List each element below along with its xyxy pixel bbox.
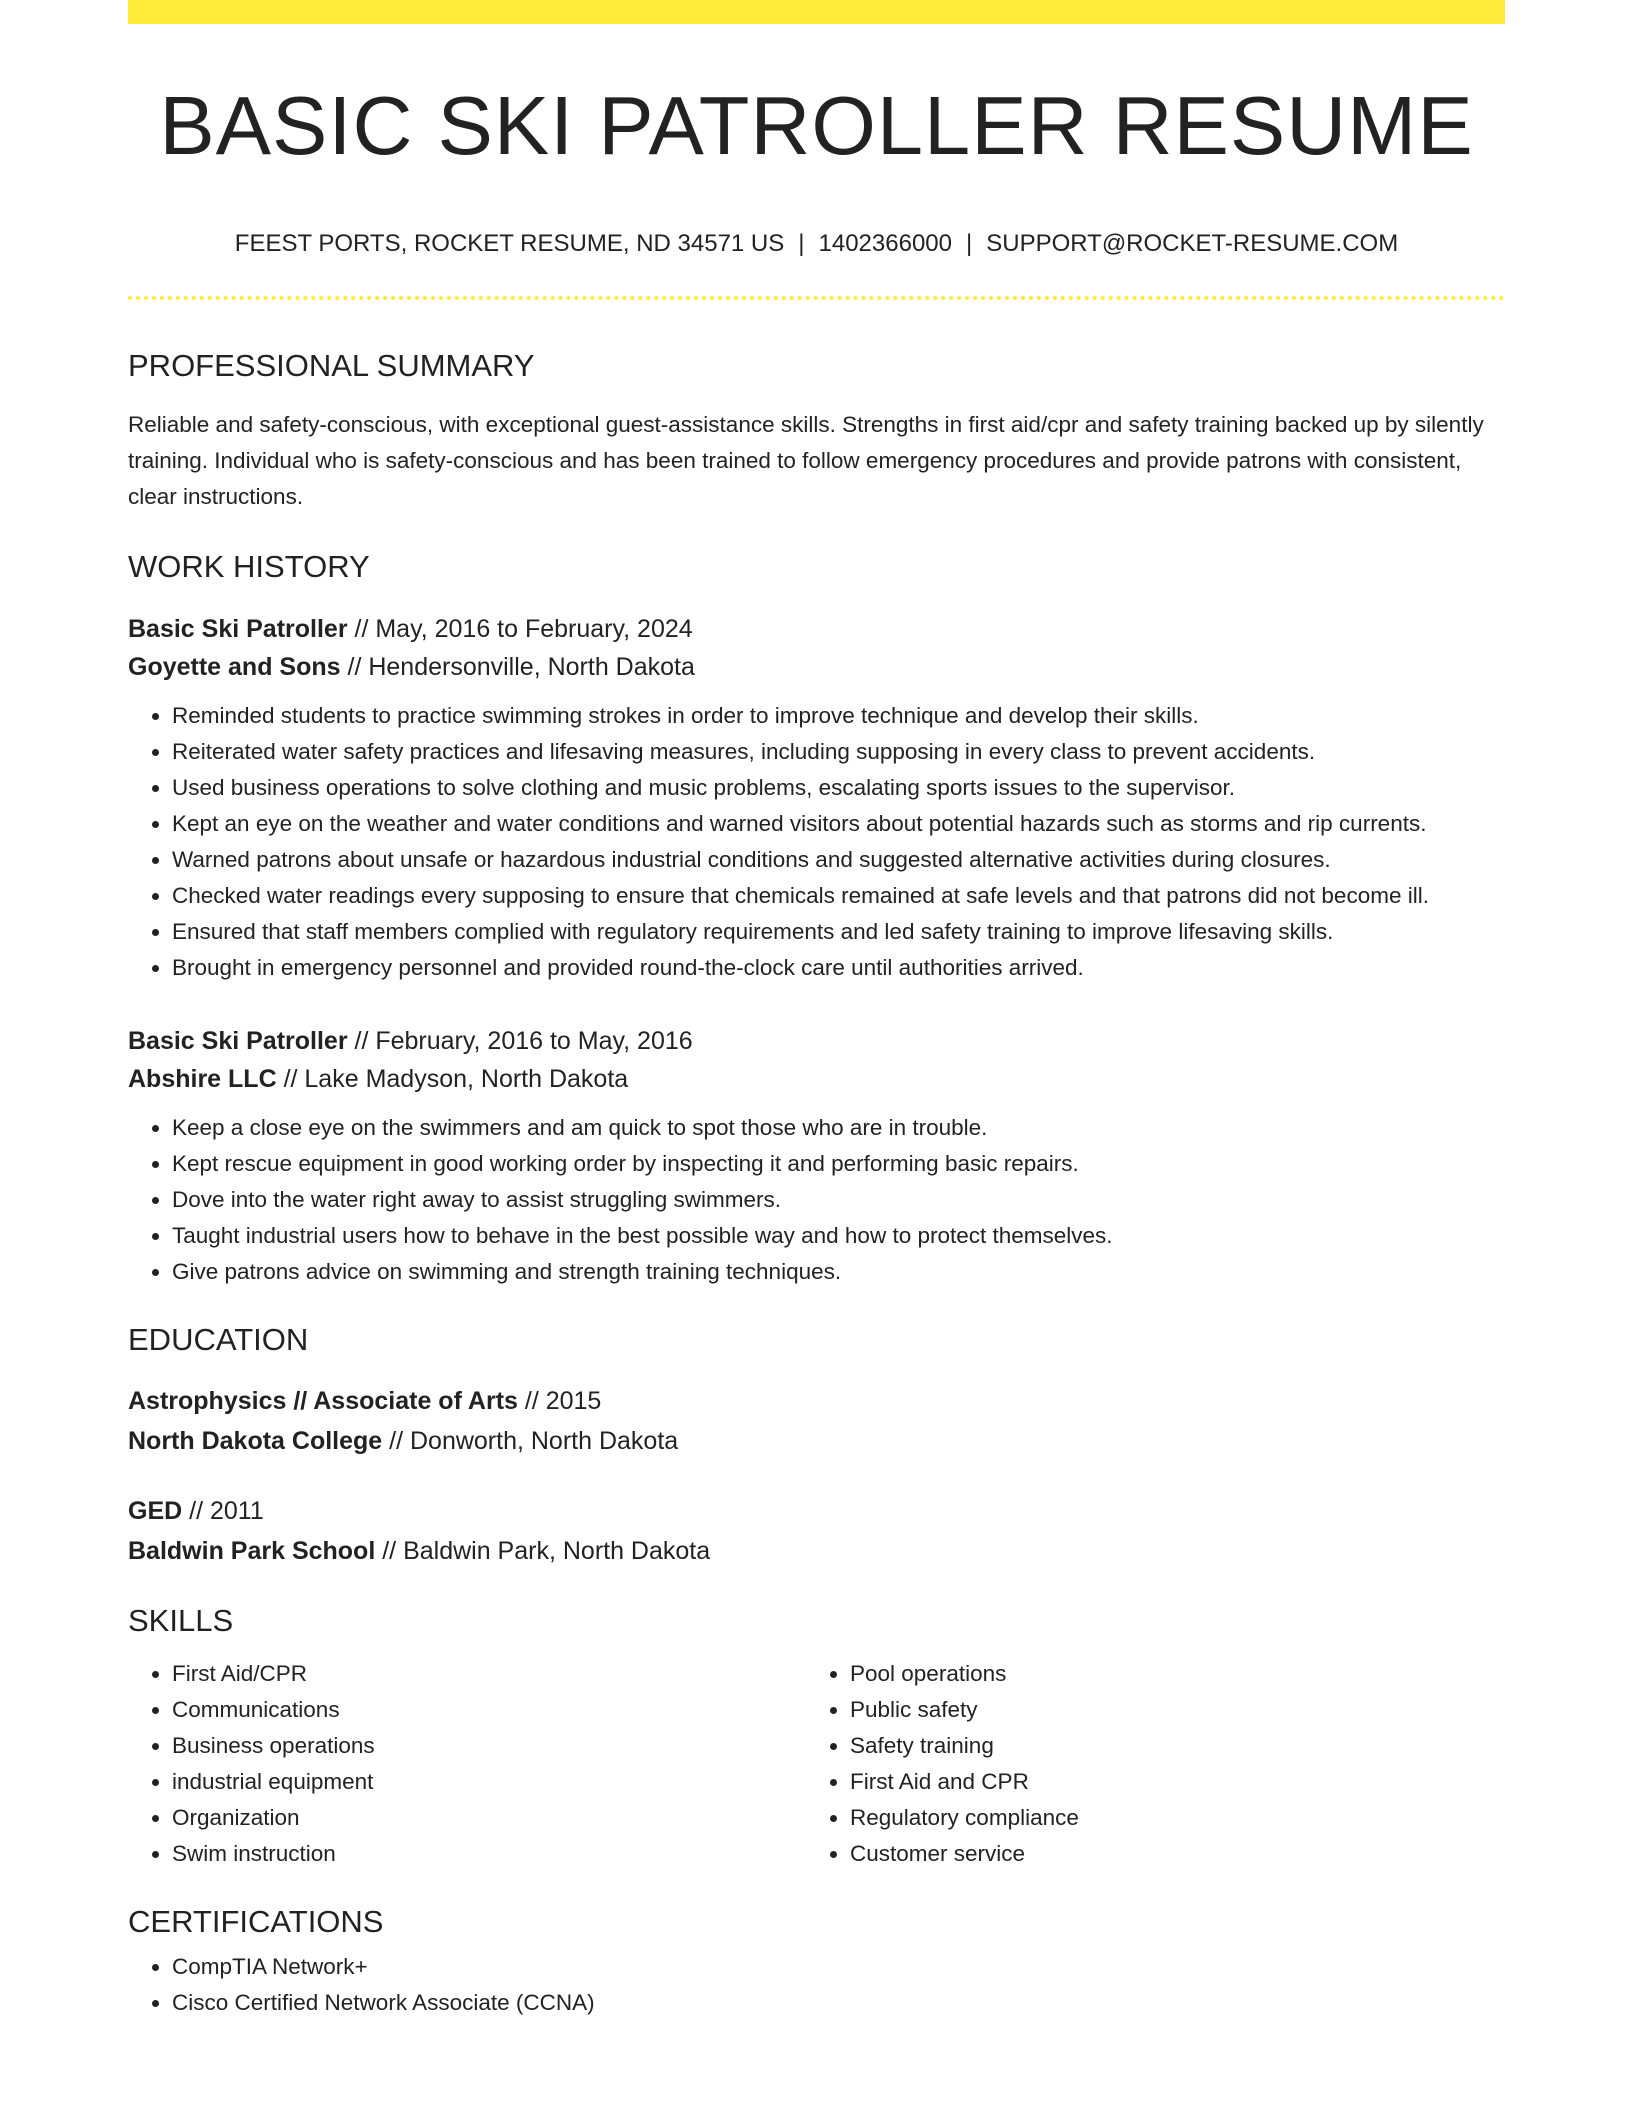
education-school: Baldwin Park School <box>128 1537 376 1565</box>
job-company: Goyette and Sons <box>128 653 341 681</box>
job-bullet: • Keep a close eye on the swimmers and am quick to spot those who are in trouble. <box>172 1110 1505 1146</box>
job-bullet: • Reiterated water safety practices and lifesaving measures, including supposing in every class to prevent accidents. <box>172 734 1505 770</box>
job-entry <box>128 1022 1505 1290</box>
job-entry <box>128 610 1505 986</box>
job-title-line <box>128 1022 1505 1060</box>
education-degree: Astrophysics // Associate of Arts <box>128 1387 518 1415</box>
skill-item: • Communications <box>172 1692 806 1728</box>
education-year: // 2011 <box>182 1497 264 1525</box>
job-bullet: • Brought in emergency personnel and provided round-the-clock care until authorities arrived. <box>172 950 1505 986</box>
education-heading: EDUCATION <box>128 1322 309 1357</box>
job-dates: // February, 2016 to May, 2016 <box>347 1027 693 1055</box>
education-degree: GED <box>128 1497 183 1525</box>
contact-email: SUPPORT@ROCKET-RESUME.COM <box>986 230 1399 257</box>
skill-item: • Pool operations <box>850 1656 1484 1692</box>
job-bullet: • Kept rescue equipment in good working order by inspecting it and performing basic repairs. <box>172 1146 1505 1182</box>
dotted-divider <box>128 296 1505 300</box>
education-school: North Dakota College <box>128 1427 383 1455</box>
job-bullet: • Reminded students to practice swimming strokes in order to improve technique and develop their skills. <box>172 698 1505 734</box>
contact-line <box>128 232 1505 256</box>
education-entry <box>128 1491 1505 1571</box>
job-company: Abshire LLC <box>128 1065 277 1093</box>
resume-title: BASIC SKI PATROLLER RESUME <box>159 79 1474 172</box>
certification-item: • Cisco Certified Network Associate (CCNA) <box>172 1985 1505 2021</box>
skills-heading: SKILLS <box>128 1603 234 1638</box>
job-bullet: • Checked water readings every supposing to ensure that chemicals remained at safe levels and that patrons did not become ill. <box>172 878 1505 914</box>
certifications-heading: CERTIFICATIONS <box>128 1904 384 1939</box>
certification-item: • CompTIA Network+ <box>172 1949 1505 1985</box>
skill-item: • industrial equipment <box>172 1764 806 1800</box>
certifications-list <box>128 1949 1505 2021</box>
job-bullet: • Used business operations to solve clothing and music problems, escalating sports issues to the supervisor. <box>172 770 1505 806</box>
skills-right-column <box>806 1656 1484 1872</box>
skill-item: • First Aid and CPR <box>850 1764 1484 1800</box>
education-degree-line <box>128 1381 1505 1421</box>
skill-item: • Public safety <box>850 1692 1484 1728</box>
contact-separator: | <box>798 230 805 257</box>
job-title: Basic Ski Patroller <box>128 615 348 643</box>
education-school-line <box>128 1421 1505 1461</box>
contact-separator: | <box>966 230 973 257</box>
summary-heading: PROFESSIONAL SUMMARY <box>128 348 535 383</box>
job-bullets <box>128 1110 1505 1290</box>
top-accent-bar <box>128 0 1505 24</box>
education-degree-line <box>128 1491 1505 1531</box>
job-bullet: • Warned patrons about unsafe or hazardous industrial conditions and suggested alternative activities during closures. <box>172 842 1505 878</box>
skill-item: • Safety training <box>850 1728 1484 1764</box>
skill-item: • Swim instruction <box>172 1836 806 1872</box>
education-school-line <box>128 1531 1505 1571</box>
job-bullets <box>128 698 1505 986</box>
education-entry <box>128 1381 1505 1461</box>
job-company-line <box>128 648 1505 686</box>
job-bullet: • Ensured that staff members complied with regulatory requirements and led safety training to improve lifesaving skills. <box>172 914 1505 950</box>
skill-item: • Customer service <box>850 1836 1484 1872</box>
skill-item: • Regulatory compliance <box>850 1800 1484 1836</box>
job-bullet: • Give patrons advice on swimming and strength training techniques. <box>172 1254 1505 1290</box>
job-title: Basic Ski Patroller <box>128 1027 348 1055</box>
skill-item: • Organization <box>172 1800 806 1836</box>
skills-columns <box>128 1656 1505 1872</box>
contact-address: FEEST PORTS, ROCKET RESUME, ND 34571 US <box>234 230 785 257</box>
skills-list <box>128 1656 806 1872</box>
job-bullet: • Kept an eye on the weather and water conditions and warned visitors about potential hazards such as storms and rip currents. <box>172 806 1505 842</box>
skill-item: • Business operations <box>172 1728 806 1764</box>
summary-text: Reliable and safety-conscious, with exceptional guest-assistance skills. Strengths in first aid/cpr and safety training backed up by silently training. Individual who is safety-conscious and has been trained to follow emergency procedures and provide patrons with consistent, clear instructions. <box>128 412 1484 509</box>
job-title-line <box>128 610 1505 648</box>
job-location: // Hendersonville, North Dakota <box>340 653 695 681</box>
job-bullet: • Taught industrial users how to behave in the best possible way and how to protect themselves. <box>172 1218 1505 1254</box>
skills-left-column <box>128 1656 806 1872</box>
skill-item: • First Aid/CPR <box>172 1656 806 1692</box>
education-location: // Donworth, North Dakota <box>382 1427 679 1455</box>
skills-list <box>806 1656 1484 1872</box>
contact-phone: 1402366000 <box>818 230 952 257</box>
job-bullet: • Dove into the water right away to assist struggling swimmers. <box>172 1182 1505 1218</box>
resume-page <box>128 0 1505 2021</box>
job-location: // Lake Madyson, North Dakota <box>276 1065 629 1093</box>
education-year: // 2015 <box>517 1387 602 1415</box>
job-dates: // May, 2016 to February, 2024 <box>347 615 693 643</box>
job-company-line <box>128 1060 1505 1098</box>
education-location: // Baldwin Park, North Dakota <box>375 1537 711 1565</box>
work-history-heading: WORK HISTORY <box>128 549 370 584</box>
